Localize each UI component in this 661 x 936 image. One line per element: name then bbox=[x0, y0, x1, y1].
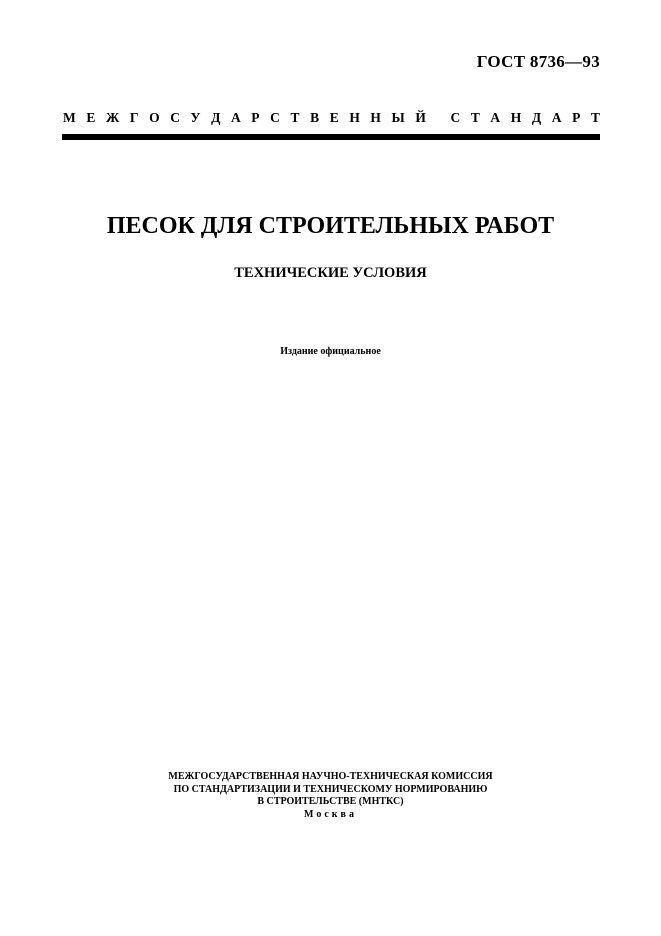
publisher-line-3: В СТРОИТЕЛЬСТВЕ (МНТКС) bbox=[257, 796, 404, 807]
standard-type-letter: М bbox=[63, 110, 76, 125]
standard-type-letter: Ы bbox=[391, 110, 405, 125]
document-title: ПЕСОК ДЛЯ СТРОИТЕЛЬНЫХ РАБОТ bbox=[106, 213, 555, 239]
standard-type-letter: Р bbox=[251, 110, 260, 125]
standard-type-letter: Н bbox=[349, 110, 360, 125]
standard-type-letter bbox=[437, 110, 440, 126]
edition-note: Издание официальное bbox=[280, 346, 381, 357]
standard-type-letter: Т bbox=[590, 110, 600, 125]
document-subtitle: ТЕХНИЧЕСКИЕ УСЛОВИЯ bbox=[234, 265, 427, 281]
standard-type-letter: Т bbox=[290, 110, 300, 125]
standard-type-letter: Р bbox=[572, 110, 581, 125]
standard-type-letter: У bbox=[190, 110, 201, 125]
standard-type-letter: В bbox=[310, 110, 320, 125]
publisher-line-1: МЕЖГОСУДАРСТВЕННАЯ НАУЧНО-ТЕХНИЧЕСКАЯ КОМИССИЯ bbox=[168, 771, 493, 782]
standard-type-letter: Е bbox=[86, 110, 96, 125]
standard-type-letter: Н bbox=[510, 110, 522, 125]
standard-type-letter: Н bbox=[370, 110, 381, 125]
standard-type-letter: А bbox=[551, 110, 562, 125]
standard-type-letter: Г bbox=[129, 110, 139, 125]
standard-type-letter: Т bbox=[470, 110, 480, 125]
standard-type-letter: С bbox=[270, 110, 280, 125]
standard-type-letter: А bbox=[230, 110, 241, 125]
publisher-block bbox=[0, 771, 661, 821]
publisher-line-2: ПО СТАНДАРТИЗАЦИИ И ТЕХНИЧЕСКОМУ НОРМИРОВАНИЮ bbox=[173, 783, 488, 795]
standard-type-letter: С bbox=[450, 110, 461, 125]
standard-type-letter: Е bbox=[329, 110, 339, 125]
standard-type-heading bbox=[63, 110, 600, 126]
standard-type-letter: Й bbox=[415, 110, 426, 125]
standard-type-letter: Д bbox=[211, 110, 221, 125]
publisher-city: Москва bbox=[304, 808, 357, 820]
standard-type-letter: А bbox=[490, 110, 501, 125]
standard-type-letter: О bbox=[149, 110, 160, 125]
standard-type-letter: С bbox=[170, 110, 180, 125]
standard-type-letter: Д bbox=[531, 110, 542, 125]
document-code: ГОСТ 8736—93 bbox=[476, 52, 600, 71]
standard-type-letter: Ж bbox=[105, 110, 120, 125]
header-rule bbox=[62, 134, 600, 140]
